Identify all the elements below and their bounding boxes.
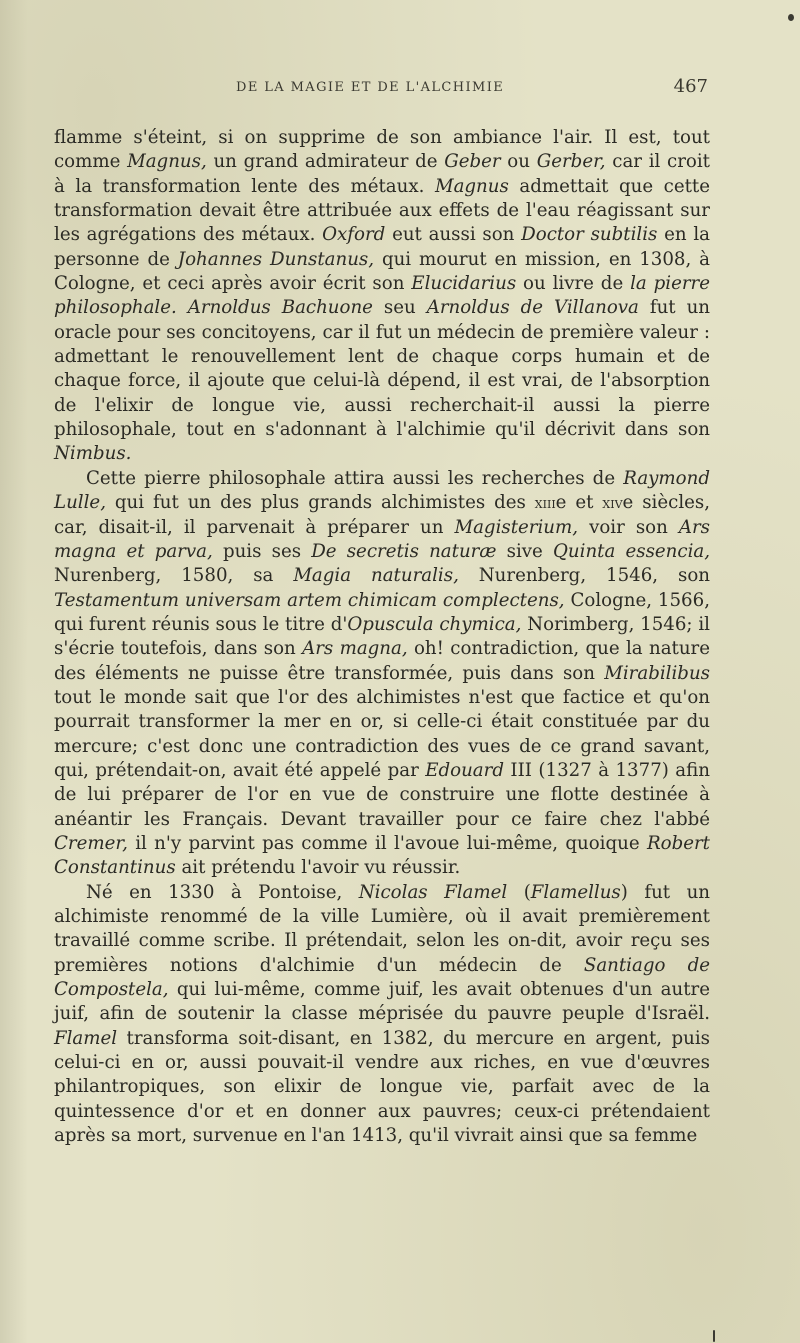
italic-text: De secretis naturæ — [311, 540, 497, 562]
small-caps-text: xiv — [602, 493, 623, 513]
running-head — [0, 76, 800, 102]
text-run: qui fut un des plus grands alchimistes des — [105, 492, 535, 514]
italic-text: Ars magna, — [302, 638, 408, 660]
paragraph — [54, 881, 710, 1149]
text-run: e et — [555, 492, 603, 514]
italic-text: Ars magna et parva, — [54, 516, 711, 562]
italic-text: Flamellus — [530, 881, 621, 903]
text-run: e siècles, car, disait-il, il parvenait à préparer un — [54, 492, 711, 538]
italic-text: la pierre philosophale. Arnoldus Bachuone — [54, 273, 711, 319]
italic-text: Elucidarius — [411, 273, 517, 295]
italic-text: Geber — [444, 151, 501, 173]
italic-text: Doctor subtilis — [521, 224, 658, 246]
text-run: voir son — [578, 516, 679, 538]
text-run: Cologne, 1566, qui furent réunis sous le titre d' — [54, 589, 710, 635]
text-run: oh! contradiction, que la nature des éléments ne puisse être transformée, puis dans son — [54, 638, 711, 684]
italic-text: Testamentum universam artem chimicam complectens, — [54, 589, 565, 611]
italic-text: Mirabilibus — [604, 662, 710, 684]
text-run: sive — [496, 540, 553, 562]
italic-text: Johannes Dunstanus, — [177, 248, 375, 270]
text-run: car il croit à la transformation lente des métaux. — [54, 151, 710, 197]
text-run: admettait que cette transformation devait être attribuée aux effets de l'eau réagissant sur les agrégations des métaux. — [54, 175, 710, 246]
italic-text: Magnus — [434, 175, 509, 197]
text-run: Cette pierre philosophale attira aussi les recherches de — [86, 467, 624, 489]
ink-speck — [788, 14, 794, 21]
italic-text: Flamel — [54, 1027, 118, 1049]
text-run: ) fut un alchimiste renommé de la ville Lumière, où il avait premièrement travaillé comme scribe. Il prétendait, selon les on-dit, avoir reçu ses premières notions d'alchimie d'un médecin de — [54, 881, 711, 976]
text-run: eut aussi son — [385, 224, 522, 246]
italic-text: Quinta essencia, — [553, 540, 711, 562]
ink-speck — [713, 1330, 715, 1342]
text-run: ait prétendu l'avoir vu réussir. — [175, 857, 461, 879]
italic-text: Cremer, — [54, 832, 128, 854]
text-run: Nurenberg, 1546, son — [458, 565, 710, 587]
small-caps-text: xiii — [534, 493, 556, 513]
text-run: Nurenberg, 1580, sa — [54, 565, 294, 587]
italic-text: Edouard — [425, 759, 504, 781]
text-run: III (1327 à 1377) afin de lui préparer de l'or en vue de construire une flotte destinée à anéantir les Français. Devant travailler pour ce faire chez l'abbé — [54, 759, 710, 830]
italic-text: Santiago de Compostela, — [54, 954, 710, 1001]
page-number: 467 — [673, 76, 708, 97]
text-run: tout le monde sait que l'or des alchimistes n'est que factice et qu'on pourrait transformer la mer en or, si celle-ci était constituée par du mercure; c'est donc une contradiction des vues de ce grand savant, qui, prétendait-on, avait été appelé par — [54, 686, 710, 781]
body-text — [54, 126, 710, 1148]
italic-text: Oxford — [322, 224, 386, 246]
paragraph — [54, 126, 710, 467]
running-title: DE LA MAGIE ET DE L'ALCHIMIE — [236, 80, 505, 95]
text-run: un grand admirateur de — [206, 151, 445, 173]
italic-text: Magnus, — [127, 151, 207, 173]
italic-text: Robert Constantinus — [54, 832, 710, 879]
text-run: seu — [372, 297, 427, 319]
italic-text: Nicolas Flamel — [358, 881, 508, 903]
text-run: il n'y parvint pas comme il l'avoue lui-même, quoique — [127, 832, 647, 854]
italic-text: Magisterium, — [454, 516, 579, 538]
text-run: flamme s'éteint, si on supprime de son ambiance l'air. Il est, tout comme — [54, 127, 710, 173]
italic-text: Opuscula chymica, — [347, 613, 522, 635]
text-run: transforma soit-disant, en 1382, du mercure en argent, puis celui-ci en or, aussi pouvait-il vendre aux riches, en vue d'œuvres philantropiques, son elixir de longue vie, parfait avec de la quintessence d'or et en donner aux pauvres; ceux-ci prétendaient après sa mort, survenue en l'an 1413, qu'il vivrait ainsi que sa femme — [54, 1027, 710, 1147]
text-run: Né en 1330 à Pontoise, — [86, 881, 359, 903]
text-run: en la personne de — [54, 224, 711, 270]
text-run: ( — [507, 881, 531, 903]
text-run: ou livre de — [516, 273, 631, 295]
italic-text: Magia naturalis, — [293, 565, 459, 587]
italic-text: Arnoldus de Villanova — [426, 297, 639, 319]
text-run: Norimberg, 1546; il s'écrie toutefois, dans son — [54, 613, 710, 660]
italic-text: Raymond Lulle, — [54, 467, 710, 514]
text-run: ou — [500, 151, 537, 173]
text-run: qui lui-même, comme juif, les avait obtenues d'un autre juif, afin de soutenir la classe méprisée du pauvre peuple d'Israël. — [54, 979, 710, 1025]
italic-text: Nimbus. — [54, 443, 132, 465]
paragraph — [54, 467, 710, 881]
text-run: puis ses — [212, 540, 312, 562]
text-run: fut un oracle pour ses concitoyens, car il fut un médecin de première valeur : admettant le renouvellement lent de chaque corps humain et de chaque force, il ajoute que celui-là dépend, il est vrai, de l'absorption de l'elixir de longue vie, aussi recherchait-il aussi la pierre philosophale, tout en s'adonnant à l'alchimie qu'il décrivit dans son — [54, 297, 711, 441]
italic-text: Gerber, — [536, 151, 606, 173]
text-run: qui mourut en mission, en 1308, à Cologne, et ceci après avoir écrit son — [54, 248, 711, 295]
